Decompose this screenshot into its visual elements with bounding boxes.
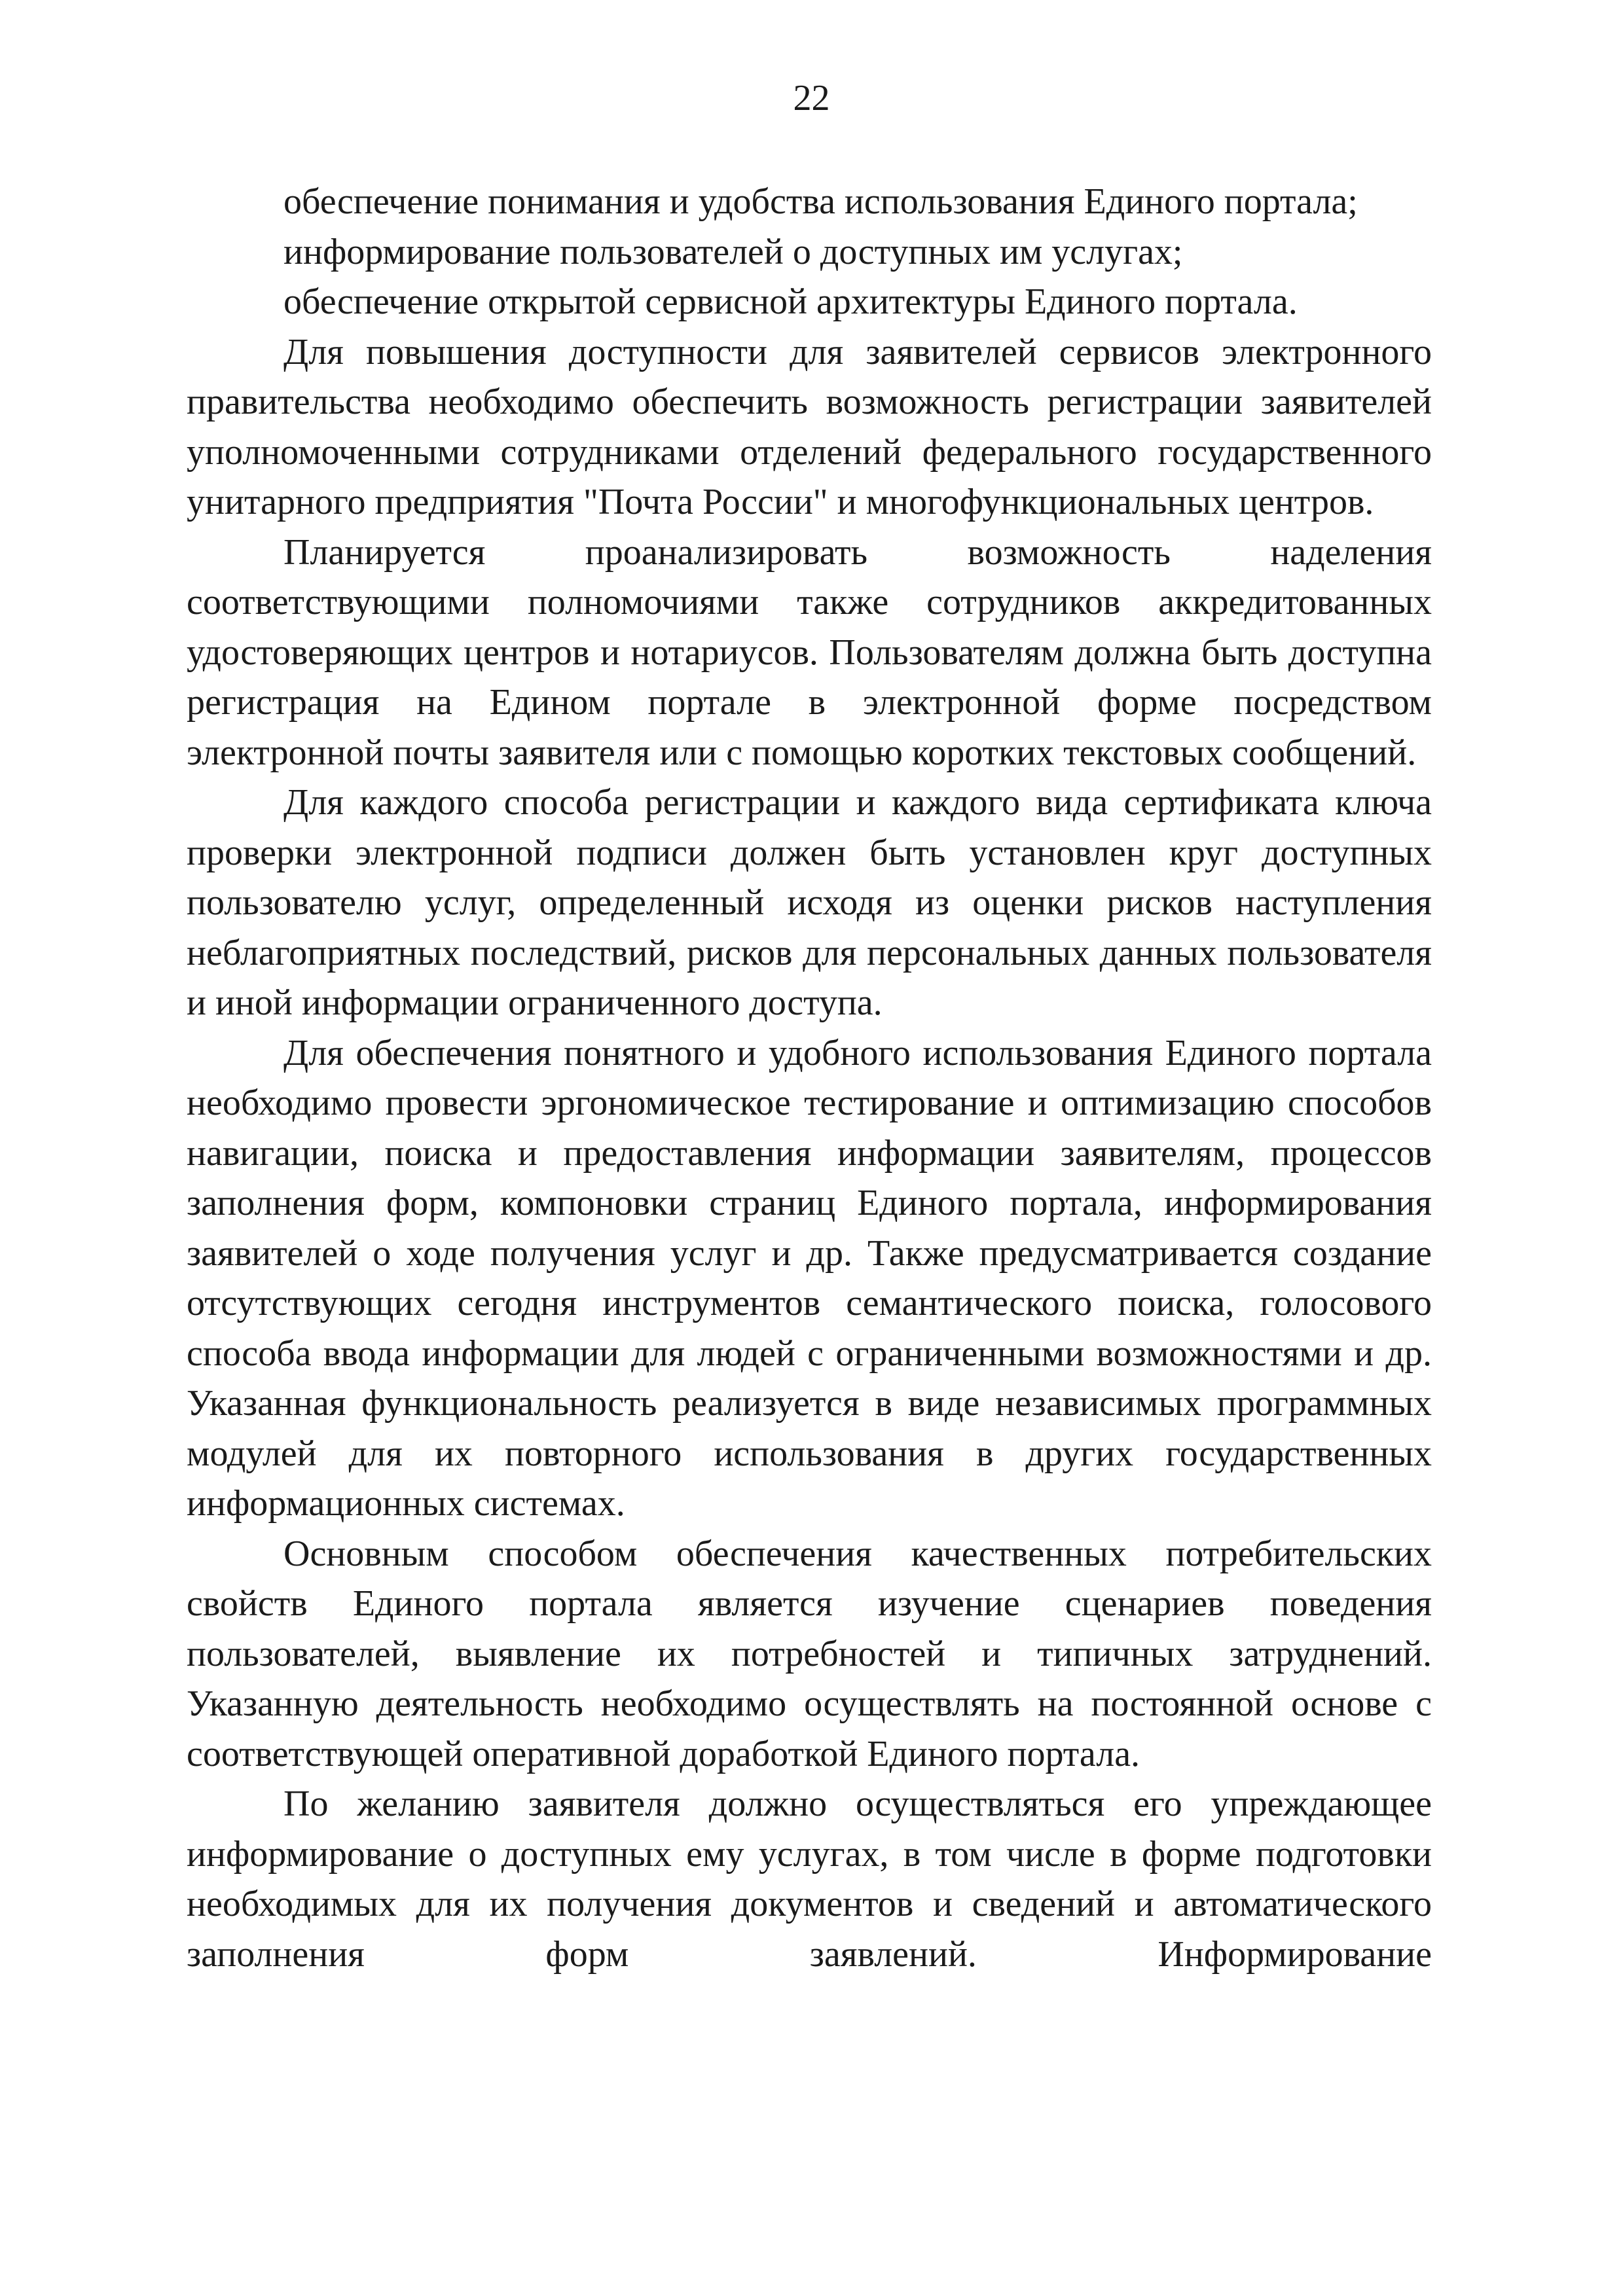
- page-number: 22: [793, 78, 830, 118]
- paragraph-ergonomic-testing: Для обеспечения понятного и удобного использования Единого портала необходимо провести эргономическое тестирование и оптимизацию способов навигации, поиска и предоставления информации заявителям, процессов заполнения форм, компоновки страниц Единого портала, информирования заявителей о ходе получения услуг и др. Также предусматривается создание отсутствующих сегодня инструментов семантического поиска, голосового способа ввода информации для людей с ограниченными возможностями и др. Указанная функциональность реализуется в виде независимых программных модулей для их повторного использования в других государственных информационных системах.: [187, 1032, 1432, 1524]
- paragraph-list-item-1: обеспечение понимания и удобства использования Единого портала;: [283, 181, 1358, 222]
- paragraph-user-scenarios: Основным способом обеспечения качественных потребительских свойств Единого портала является изучение сценариев поведения пользователей, выявление их потребностей и типичных затруднений. Указанную деятельность необходимо осуществлять на постоянной основе с соответствующей оперативной доработкой Единого портала.: [187, 1533, 1432, 1774]
- paragraph-proactive-informing: По желанию заявителя должно осуществляться его упреждающее информирование о доступных ему услугах, в том числе в форме подготовки необходимых для их получения документов и сведений и автоматического заполнения форм заявлений. Информирование: [187, 1784, 1432, 1975]
- paragraph-registration-access: Для повышения доступности для заявителей сервисов электронного правительства необходимо обеспечить возможность регистрации заявителей уполномоченными сотрудниками отделений федерального государственного унитарного предприятия "Почта России" и многофункциональных центров.: [187, 331, 1432, 522]
- paragraph-list-item-3: обеспечение открытой сервисной архитектуры Единого портала.: [283, 281, 1298, 322]
- paragraph-registration-authority: Планируется проанализировать возможность наделения соответствующими полномочиями также сотрудников аккредитованных удостоверяющих центров и нотариусов. Пользователям должна быть доступна регистрация на Едином портале в электронной форме посредством электронной почты заявителя или с помощью коротких текстовых сообщений.: [187, 531, 1432, 773]
- document-body: [187, 177, 1432, 1979]
- paragraph-certificate-services: Для каждого способа регистрации и каждого вида сертификата ключа проверки электронной подписи должен быть установлен круг доступных пользователю услуг, определенный исходя из оценки рисков наступления неблагоприятных последствий, рисков для персональных данных пользователя и иной информации ограниченного доступа.: [187, 782, 1432, 1023]
- paragraph-list-item-2: информирование пользователей о доступных им услугах;: [283, 231, 1183, 272]
